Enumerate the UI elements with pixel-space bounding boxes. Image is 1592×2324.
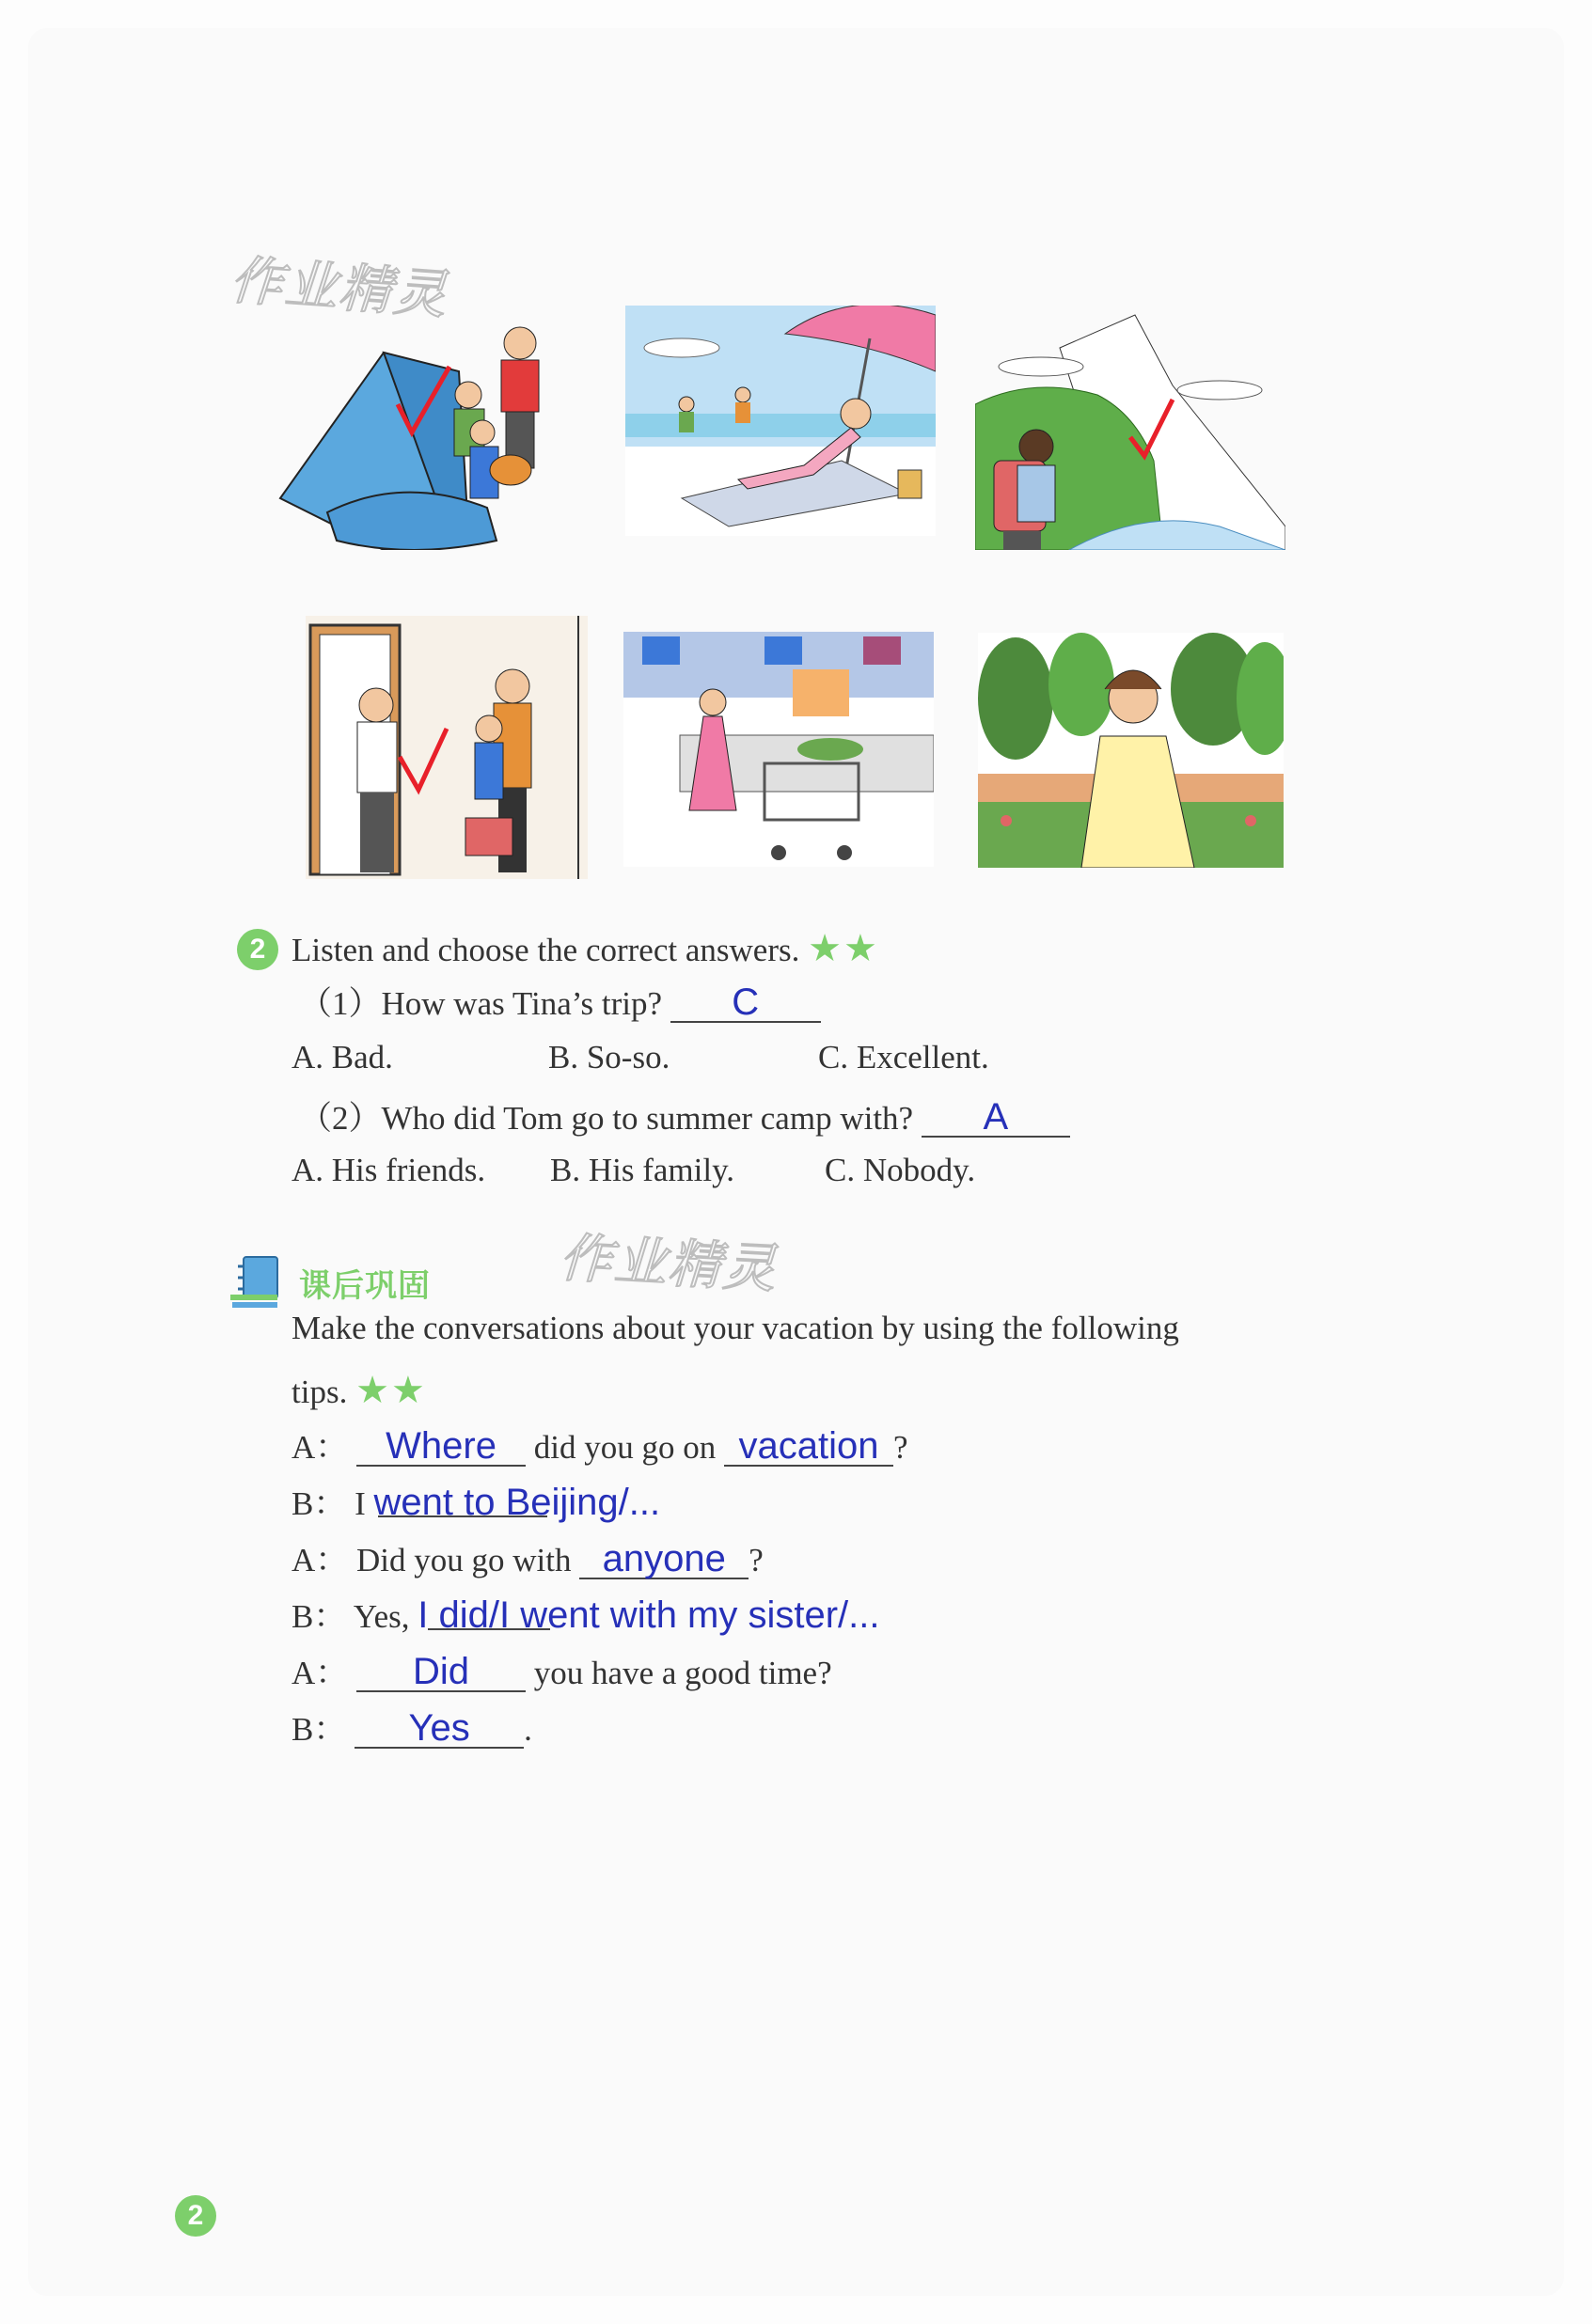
question-1 xyxy=(299,978,821,1025)
question-2-label: （2）Who did Tom go to summer camp with? xyxy=(299,1100,914,1137)
beach-picture xyxy=(625,306,936,536)
difficulty-stars: ★★ xyxy=(808,927,879,969)
visiting-picture xyxy=(306,616,588,879)
dialogue-6-answer[interactable]: Yes xyxy=(355,1709,524,1749)
dialogue-line-5: A： Did you have a good time? xyxy=(292,1651,832,1692)
dialogue-line-1: A： Where did you go on vacation ? xyxy=(292,1425,908,1467)
hiking-picture xyxy=(975,310,1285,550)
dialogue-5-answer[interactable]: Did xyxy=(356,1653,526,1692)
notebook-icon xyxy=(229,1255,281,1310)
dialogue-line-4: B： Yes, I did/I went with my sister/... xyxy=(292,1594,880,1636)
shopping-picture xyxy=(623,632,934,867)
dialogue-line-6: B： Yes . xyxy=(292,1707,532,1749)
dialogue-2-answer[interactable]: went to Beijing/... xyxy=(373,1482,661,1523)
question-1-option-c: C. Excellent. xyxy=(818,1039,989,1076)
question-2-option-b: B. His family. xyxy=(550,1152,735,1188)
question-2-answer[interactable]: A xyxy=(922,1098,1070,1138)
dialogue-4-underline xyxy=(428,1628,550,1630)
camping-picture xyxy=(271,315,562,550)
dialogue-line-2: B： I went to Beijing/... xyxy=(292,1482,661,1523)
section3-title: 课后巩固 xyxy=(299,1267,431,1305)
watermark-middle: 作业精灵 xyxy=(558,1227,780,1301)
dialogue-1-answer-2[interactable]: vacation xyxy=(724,1427,893,1467)
dialogue-1-answer-1[interactable]: Where xyxy=(356,1427,526,1467)
section3-instruction-line1: Make the conversations about your vacation by using the following xyxy=(292,1310,1179,1346)
question-2-option-c: C. Nobody. xyxy=(825,1152,976,1188)
dialogue-2-underline xyxy=(378,1515,547,1517)
question-1-option-b: B. So-so. xyxy=(548,1039,670,1076)
section2-instruction: Listen and choose the correct answers. ★★ xyxy=(292,927,879,969)
page-number: 2 xyxy=(175,2195,216,2237)
question-2 xyxy=(299,1092,1070,1139)
difficulty-stars: ★★ xyxy=(355,1369,427,1411)
question-2-badge: 2 xyxy=(237,929,278,970)
question-1-option-a: A. Bad. xyxy=(292,1039,393,1076)
question-1-label: （1）How was Tina’s trip? xyxy=(299,985,662,1022)
question-2-option-a: A. His friends. xyxy=(292,1152,486,1188)
question-1-answer[interactable]: C xyxy=(670,983,821,1023)
phone-picture xyxy=(978,633,1284,868)
dialogue-4-answer[interactable]: I did/I went with my sister/... xyxy=(418,1594,880,1636)
dialogue-line-3: A： Did you go with anyone ? xyxy=(292,1538,764,1579)
dialogue-3-answer[interactable]: anyone xyxy=(579,1540,749,1579)
section3-instruction-line2: tips. ★★ xyxy=(292,1369,427,1411)
watermark-top: 作业精灵 xyxy=(228,249,450,327)
